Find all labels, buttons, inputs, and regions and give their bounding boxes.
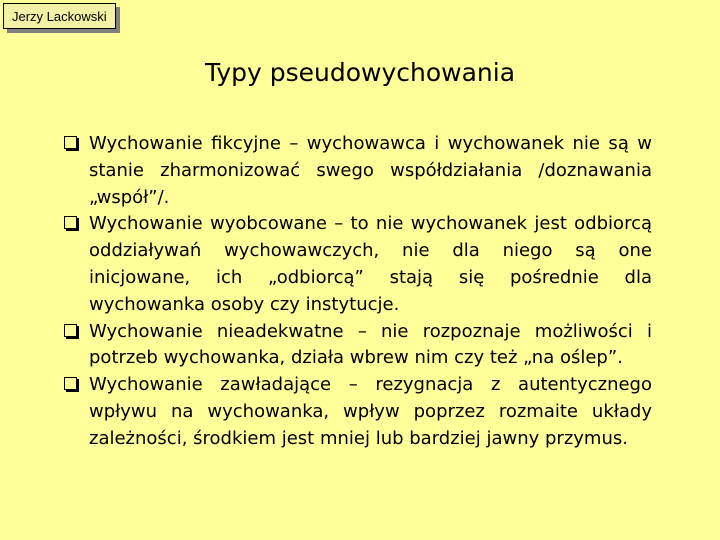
author-label: [3, 3, 116, 29]
square-bullet-icon: [64, 324, 77, 337]
bullet-list: [64, 131, 652, 453]
bullet-item-fikcyjne: [64, 131, 652, 211]
square-bullet-icon: [64, 216, 77, 229]
bullet-text: Wychowanie fikcyjne – wychowawca i wychowanek nie są w stanie zharmonizować swego współdziałania /doznawania „współ”/.: [89, 133, 652, 208]
bullet-item-nieadekwatne: [64, 319, 652, 373]
author-name: Jerzy Lackowski: [12, 8, 107, 24]
slide-title: Typy pseudowychowania: [204, 58, 516, 87]
bullet-item-zawladajace: [64, 372, 652, 452]
bullet-text: Wychowanie zawładające – rezygnacja z autentycznego wpływu na wychowanka, wpływ poprzez rozmaite układy zależności, środkiem jest mniej lub bardziej jawny przymus.: [89, 374, 652, 449]
bullet-item-wyobcowane: [64, 211, 652, 318]
bullet-text: Wychowanie wyobcowane – to nie wychowanek jest odbiorcą oddziaływań wychowawczych, nie dla niego są one inicjowane, ich „odbiorcą” stają się pośrednie dla wychowanka osoby czy instytucje.: [89, 213, 652, 315]
square-bullet-icon: [64, 136, 77, 149]
bullet-text: Wychowanie nieadekwatne – nie rozpoznaje możliwości i potrzeb wychowanka, działa wbrew nim czy też „na oślep”.: [89, 320, 652, 369]
square-bullet-icon: [64, 377, 77, 390]
